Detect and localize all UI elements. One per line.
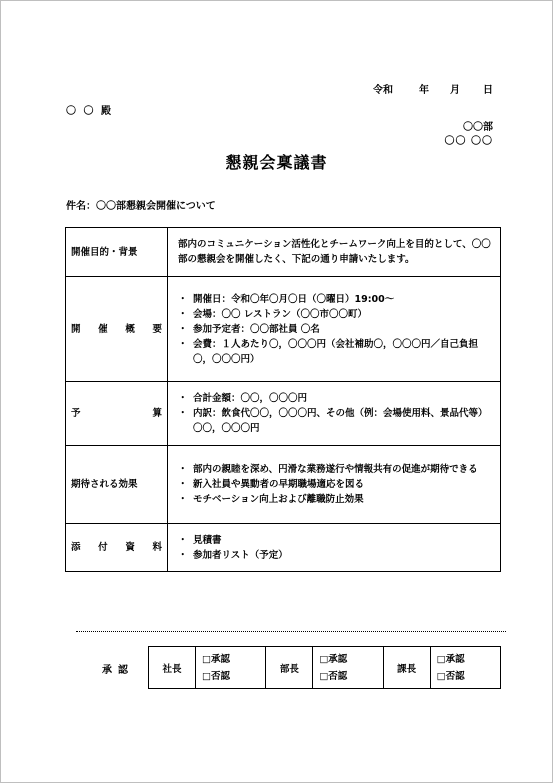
cut-line-divider [76,631,506,632]
list-item: ・ 会場：〇〇 レストラン（〇〇市〇〇町） [178,307,492,322]
label-char: 資 [125,542,135,553]
approve-checkbox[interactable]: □承認 [202,653,230,665]
proposal-table [65,227,501,572]
sender-department: 〇〇部 [463,122,493,133]
attachments-list [178,533,492,563]
list-item: ・ 合計金額：〇〇，〇〇〇円 [178,391,492,406]
document-title: 懇親会稟議書 [225,153,328,172]
row-effects [66,446,501,524]
role-section-head: 課長 [383,647,430,689]
sender-name: 〇〇 〇〇 [444,136,493,147]
row-purpose [66,228,501,277]
president-decision [196,647,266,689]
attachments-cell [168,524,501,572]
subject-line: 件名：〇〇部懇親会開催について [66,201,216,212]
label-char: 催 [98,323,108,335]
label-char: 開 [71,323,81,335]
row-overview [66,277,501,382]
purpose-text: 部内のコミュニケーション活性化とチームワーク向上を目的として、〇〇部の懇親会を開催したく、下記の通り申請いたします。 [168,228,501,277]
label-budget-text [71,406,162,421]
label-overview [66,277,168,382]
list-item: ・ 参加者リスト（予定） [178,548,492,563]
overview-list [178,292,492,367]
role-department-head: 部長 [266,647,313,689]
date-era: 令和 [373,85,393,96]
date-month: 月 [450,85,460,96]
effects-cell [168,446,501,524]
department-head-decision [313,647,383,689]
list-item: ・ 新入社員や異動者の早期職場適応を図る [178,477,492,492]
label-effects: 期待される効果 [66,446,168,524]
label-char: 添 [71,542,81,553]
approve-checkbox[interactable]: □承認 [436,653,465,665]
label-char: 概 [125,323,135,335]
approval-table [148,646,501,689]
row-budget [66,382,501,446]
label-attachments [66,524,168,572]
list-item: ・ 会費：１人あたり〇，〇〇〇円（会社補助〇，〇〇〇円／自己負担〇，〇〇〇円） [178,337,492,367]
list-item: ・ 部内の親睦を深め、円滑な業務遂行や情報共有の促進が期待できる [178,462,492,477]
label-char: 要 [152,323,162,335]
list-item: ・ 見積書 [178,533,492,548]
role-president: 社長 [149,647,196,689]
label-char: 予 [71,408,81,419]
reject-checkbox[interactable]: □否認 [436,670,465,682]
section-head-decision [430,647,500,689]
list-item: ・ 内訳：飲食代〇〇，〇〇〇円、その他（例：会場使用料、景品代等）〇〇，〇〇〇円 [178,406,492,436]
date-year: 年 [419,85,429,96]
row-attachments [66,524,501,572]
effects-list [178,462,492,507]
reject-checkbox[interactable]: □否認 [319,670,348,682]
budget-list [178,391,492,436]
list-item: ・ 開催日：令和〇年〇月〇日（〇曜日）19:00〜 [178,292,492,307]
label-char: 料 [152,542,162,553]
budget-cell [168,382,501,446]
addressee: 〇 〇 殿 [66,106,113,117]
label-char: 算 [152,408,162,419]
list-item: ・ 参加予定者：〇〇部社員 〇名 [178,322,492,337]
date-day: 日 [483,85,493,96]
list-item: ・ モチベーション向上および離職防止効果 [178,492,492,507]
label-char: 付 [98,542,108,553]
label-overview-text [71,322,162,337]
reject-checkbox[interactable]: □否認 [202,670,230,682]
label-budget [66,382,168,446]
overview-cell [168,277,501,382]
approval-label: 承認 [102,665,134,676]
approve-checkbox[interactable]: □承認 [319,653,348,665]
label-attachments-text [71,540,162,555]
label-purpose: 開催目的・背景 [66,228,168,277]
